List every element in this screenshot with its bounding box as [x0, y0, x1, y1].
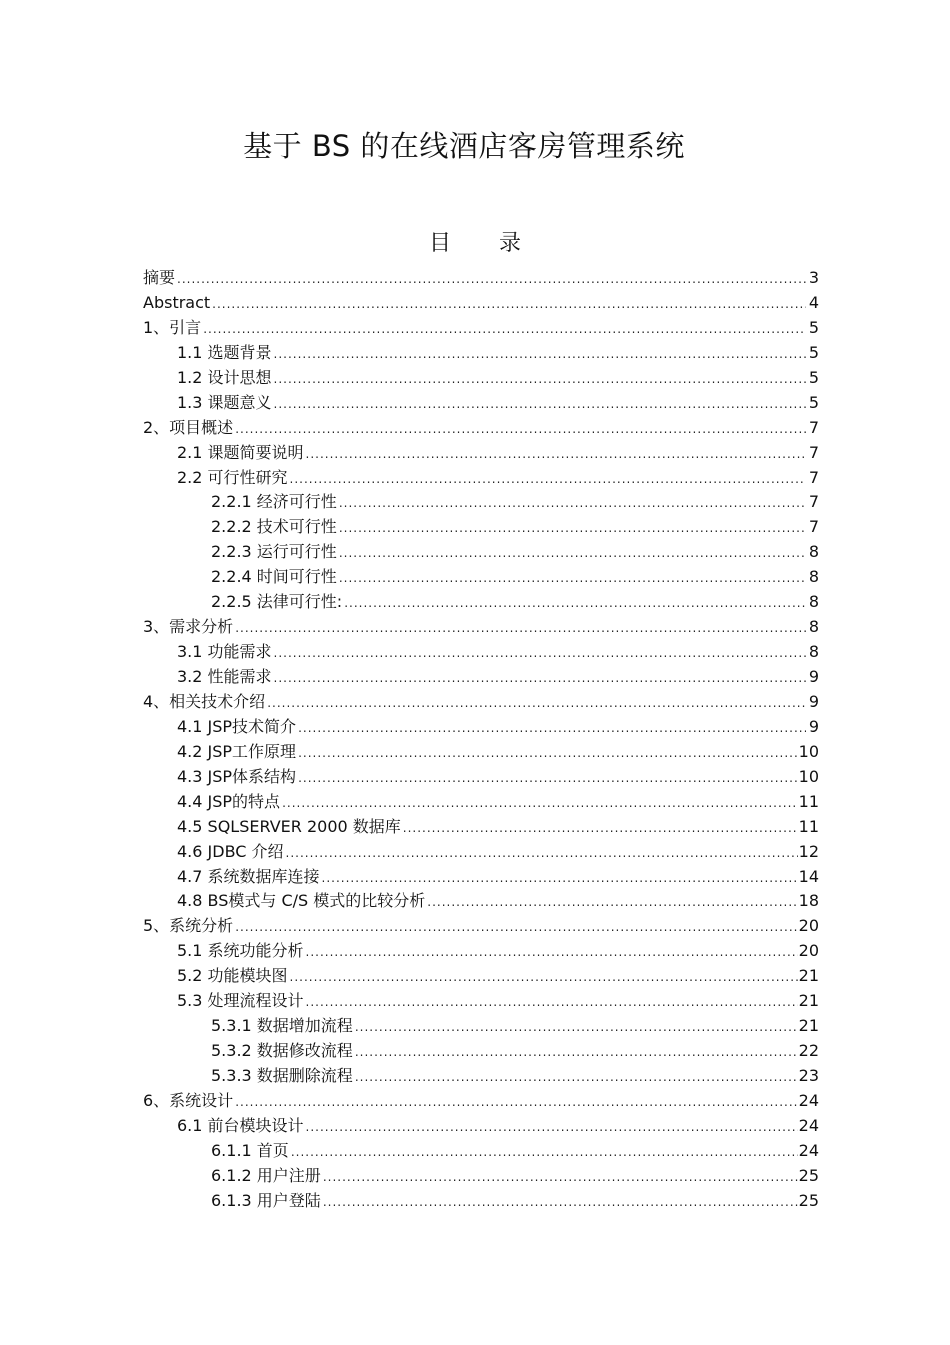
toc-entry[interactable]	[143, 1039, 819, 1064]
toc-entry[interactable]	[143, 291, 819, 316]
toc-entry-page-number: 21	[798, 966, 819, 986]
toc-entry[interactable]	[143, 590, 819, 615]
toc-dot-leader	[323, 1190, 798, 1215]
toc-entry-page-number: 4	[808, 292, 819, 312]
toc-entry-label: 4.5 SQLSERVER 2000 数据库	[177, 816, 401, 836]
toc-dot-leader	[286, 841, 798, 866]
toc-entry-label: 2.2.2 技术可行性	[211, 517, 337, 537]
toc-entry-page-number: 24	[798, 1140, 819, 1160]
toc-entry[interactable]	[143, 565, 819, 590]
toc-entry[interactable]	[143, 266, 819, 291]
toc-entry-page-number: 11	[798, 791, 819, 811]
toc-dot-leader	[290, 467, 806, 492]
toc-entry-label: 4.7 系统数据库连接	[177, 866, 320, 886]
toc-entry-page-number: 8	[808, 642, 819, 662]
toc-entry[interactable]	[143, 366, 819, 391]
toc-dot-leader	[403, 816, 798, 841]
toc-entry-page-number: 8	[808, 617, 819, 637]
toc-entry-page-number: 3	[808, 268, 819, 287]
toc-entry[interactable]	[143, 865, 819, 890]
toc-entry[interactable]	[143, 889, 819, 914]
toc-dot-leader	[355, 1040, 798, 1065]
toc-entry[interactable]	[143, 416, 819, 441]
toc-dot-leader	[235, 417, 806, 442]
table-of-contents	[143, 266, 819, 1214]
toc-entry-page-number: 25	[798, 1190, 819, 1210]
toc-dot-leader	[274, 641, 806, 666]
toc-entry[interactable]	[143, 964, 819, 989]
toc-entry[interactable]	[143, 640, 819, 665]
toc-entry-page-number: 10	[798, 741, 819, 761]
toc-entry[interactable]	[143, 1114, 819, 1139]
toc-entry-page-number: 14	[798, 866, 819, 886]
toc-entry[interactable]	[143, 914, 819, 939]
toc-dot-leader	[322, 866, 798, 891]
toc-entry[interactable]	[143, 441, 819, 466]
toc-entry-label: 5.3.2 数据修改流程	[211, 1041, 353, 1061]
toc-entry-label: 1.1 选题背景	[177, 342, 272, 362]
toc-entry-label: 3、需求分析	[143, 617, 234, 637]
toc-entry-label: Abstract	[143, 292, 211, 312]
toc-entry-label: 4.3 JSP体系结构	[177, 766, 297, 786]
toc-entry-label: 5.3.3 数据删除流程	[211, 1066, 353, 1085]
toc-heading: 目录	[428, 231, 569, 256]
toc-entry[interactable]	[143, 540, 819, 565]
document-title: 基于 BS 的在线酒店客房管理系统	[243, 129, 685, 163]
toc-entry[interactable]	[143, 1014, 819, 1039]
toc-entry-label: 4、相关技术介绍	[143, 691, 266, 711]
toc-entry-label: 2、项目概述	[143, 417, 234, 437]
toc-entry-label: 6.1 前台模块设计	[177, 1115, 304, 1135]
toc-entry[interactable]	[143, 316, 819, 341]
toc-dot-leader	[274, 666, 806, 691]
toc-entry-label: 5、系统分析	[143, 916, 234, 936]
toc-entry-page-number: 24	[798, 1090, 819, 1110]
toc-entry[interactable]	[143, 466, 819, 491]
toc-dot-leader	[306, 1115, 798, 1140]
toc-entry-page-number: 5	[808, 317, 819, 337]
toc-dot-leader	[427, 890, 797, 915]
toc-entry[interactable]	[143, 1189, 819, 1214]
toc-entry-page-number: 9	[808, 691, 819, 711]
toc-dot-leader	[235, 915, 797, 940]
toc-entry-page-number: 12	[798, 841, 819, 861]
toc-entry[interactable]	[143, 1089, 819, 1114]
toc-dot-leader	[203, 317, 806, 342]
toc-dot-leader	[282, 791, 798, 816]
toc-entry[interactable]	[143, 1164, 819, 1189]
toc-entry-page-number: 7	[808, 442, 819, 462]
toc-entry-label: 6.1.1 首页	[211, 1140, 289, 1160]
toc-entry[interactable]	[143, 665, 819, 690]
toc-entry[interactable]	[143, 715, 819, 740]
toc-entry-page-number: 9	[808, 667, 819, 686]
toc-dot-leader	[274, 342, 806, 367]
toc-entry-label: 1.3 课题意义	[177, 392, 272, 412]
toc-entry-label: 4.8 BS模式与 C/S 模式的比较分析	[177, 891, 426, 911]
toc-entry-page-number: 23	[798, 1066, 819, 1085]
toc-entry-label: 5.1 系统功能分析	[177, 941, 304, 961]
toc-entry-page-number: 24	[798, 1115, 819, 1135]
toc-dot-leader	[339, 566, 806, 591]
toc-dot-leader	[235, 1090, 797, 1115]
toc-entry-page-number: 10	[798, 766, 819, 786]
toc-dot-leader	[212, 292, 806, 317]
toc-entry-label: 2.2.3 运行可行性	[211, 542, 337, 562]
toc-entry-label: 2.2.1 经济可行性	[211, 492, 337, 512]
toc-entry-page-number: 5	[808, 392, 819, 412]
toc-entry-page-number: 5	[808, 342, 819, 362]
toc-entry-page-number: 7	[808, 417, 819, 437]
toc-entry[interactable]	[143, 490, 819, 515]
toc-dot-leader	[339, 491, 806, 516]
toc-dot-leader	[344, 591, 806, 616]
toc-dot-leader	[298, 766, 798, 791]
toc-dot-leader	[298, 716, 806, 741]
toc-entry-page-number: 25	[798, 1165, 819, 1185]
toc-entry-label: 3.2 性能需求	[177, 667, 272, 686]
toc-entry[interactable]	[143, 1064, 819, 1089]
toc-entry-label: 1.2 设计思想	[177, 367, 272, 387]
toc-entry-label: 5.2 功能模块图	[177, 966, 288, 986]
toc-entry-page-number: 7	[808, 517, 819, 537]
toc-entry[interactable]	[143, 765, 819, 790]
toc-entry-label: 5.3.1 数据增加流程	[211, 1016, 353, 1036]
toc-dot-leader	[339, 516, 806, 541]
toc-entry-label: 3.1 功能需求	[177, 642, 272, 662]
toc-entry-page-number: 21	[798, 991, 819, 1011]
toc-entry[interactable]	[143, 341, 819, 366]
toc-entry-label: 6.1.3 用户登陆	[211, 1190, 321, 1210]
toc-entry-page-number: 7	[808, 492, 819, 512]
toc-entry-label: 4.6 JDBC 介绍	[177, 841, 284, 861]
toc-entry[interactable]	[143, 690, 819, 715]
toc-entry-label: 4.1 JSP技术简介	[177, 716, 297, 736]
toc-dot-leader	[306, 940, 798, 965]
toc-entry-label: 2.2 可行性研究	[177, 467, 288, 487]
toc-entry[interactable]	[143, 989, 819, 1014]
toc-entry-page-number: 11	[798, 816, 819, 836]
toc-entry-label: 2.1 课题简要说明	[177, 442, 304, 462]
toc-dot-leader	[274, 392, 806, 417]
toc-entry-page-number: 5	[808, 367, 819, 387]
toc-entry-page-number: 20	[798, 941, 819, 961]
toc-dot-leader	[235, 616, 806, 641]
toc-dot-leader	[298, 741, 798, 766]
toc-entry[interactable]	[143, 740, 819, 765]
toc-entry[interactable]	[143, 790, 819, 815]
toc-dot-leader	[323, 1165, 798, 1190]
toc-entry[interactable]	[143, 939, 819, 964]
toc-dot-leader	[290, 965, 798, 990]
toc-dot-leader	[306, 990, 798, 1015]
toc-entry[interactable]	[143, 515, 819, 540]
toc-entry-page-number: 18	[798, 891, 819, 911]
toc-entry-label: 4.4 JSP的特点	[177, 791, 281, 811]
toc-entry-page-number: 22	[798, 1041, 819, 1061]
toc-entry-label: 2.2.5 法律可行性:	[211, 592, 343, 612]
toc-entry-page-number: 7	[808, 467, 819, 487]
toc-entry-page-number: 21	[798, 1016, 819, 1036]
toc-entry[interactable]	[143, 815, 819, 840]
toc-entry-label: 6、系统设计	[143, 1090, 234, 1110]
toc-entry[interactable]	[143, 615, 819, 640]
toc-entry[interactable]	[143, 391, 819, 416]
toc-dot-leader	[355, 1065, 798, 1090]
toc-entry-page-number: 8	[808, 542, 819, 562]
toc-entry[interactable]	[143, 1139, 819, 1164]
toc-entry[interactable]	[143, 840, 819, 865]
toc-dot-leader	[306, 442, 806, 467]
toc-entry-label: 2.2.4 时间可行性	[211, 567, 337, 587]
toc-entry-page-number: 8	[808, 567, 819, 587]
toc-entry-page-number: 9	[808, 716, 819, 736]
toc-dot-leader	[274, 367, 806, 392]
toc-dot-leader	[291, 1140, 798, 1165]
toc-entry-label: 5.3 处理流程设计	[177, 991, 304, 1011]
toc-dot-leader	[355, 1015, 798, 1040]
toc-entry-page-number: 8	[808, 592, 819, 612]
toc-dot-leader	[177, 267, 806, 292]
toc-dot-leader	[339, 541, 806, 566]
toc-entry-label: 4.2 JSP工作原理	[177, 741, 297, 761]
toc-entry-label: 6.1.2 用户注册	[211, 1165, 321, 1185]
toc-dot-leader	[267, 691, 806, 716]
toc-entry-label: 摘要	[143, 268, 176, 287]
toc-entry-page-number: 20	[798, 916, 819, 936]
toc-entry-label: 1、引言	[143, 317, 202, 337]
